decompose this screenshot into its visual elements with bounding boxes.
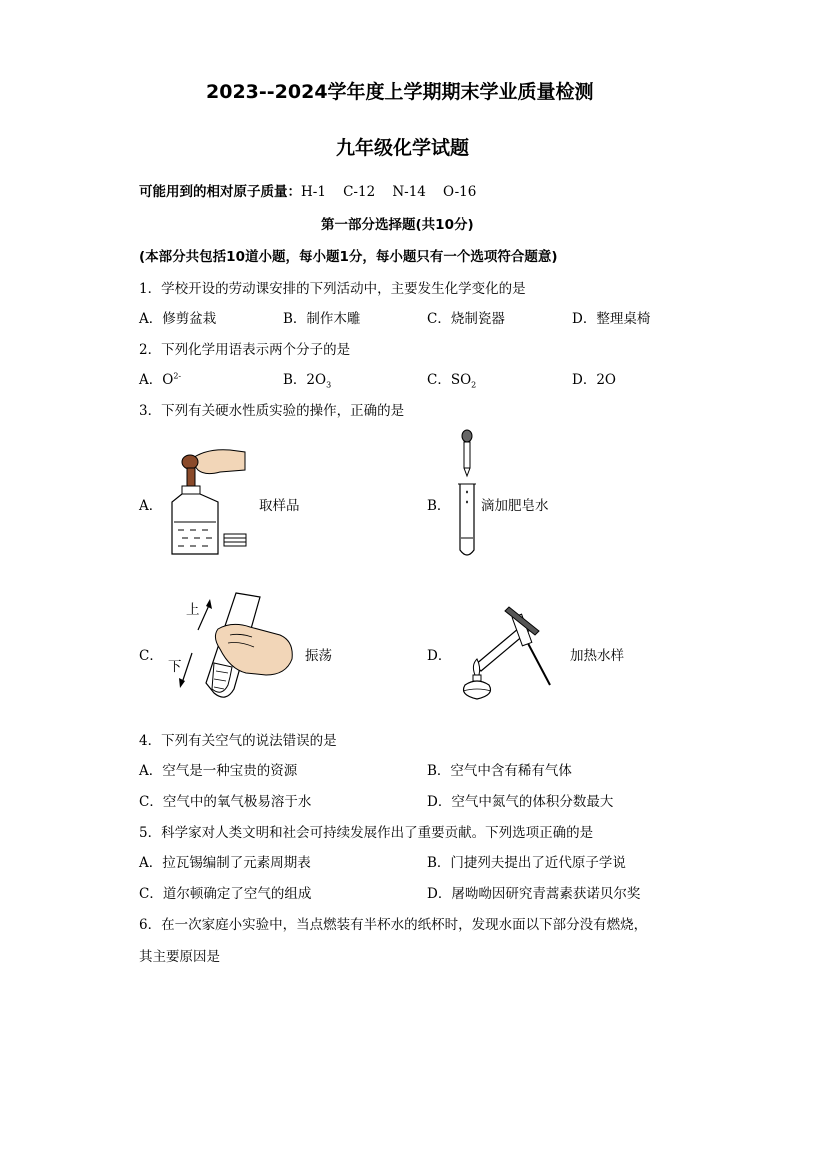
q2-option-d: D．2O xyxy=(572,372,616,388)
q6-stem-line2: 其主要原因是 xyxy=(139,949,220,965)
q5-option-b: B．门捷列夫提出了近代原子学说 xyxy=(427,855,626,871)
q3-c-letter: C． xyxy=(139,648,163,664)
q3-a-letter: A． xyxy=(139,498,163,514)
q2-option-b: B．$2O_3$ xyxy=(283,372,332,390)
q1-option-c: C．烧制瓷器 xyxy=(427,311,505,327)
q1-option-b: B．制作木雕 xyxy=(283,311,361,327)
q5-option-c: C．道尔顿确定了空气的组成 xyxy=(139,886,312,902)
q3-c-up-label: 上 xyxy=(186,602,200,618)
atomic-mass-label: 可能用到的相对原子质量： xyxy=(139,184,301,200)
q2-option-a: A．$O^{2-}$ xyxy=(139,371,182,388)
q3-a-caption: 取样品 xyxy=(259,498,300,514)
q1-option-d: D．整理桌椅 xyxy=(572,311,651,327)
q5-option-a: A．拉瓦锡编制了元素周期表 xyxy=(139,855,311,871)
dropper-test-tube-image xyxy=(452,428,482,563)
atomic-mass-line xyxy=(139,180,476,200)
shaking-test-tube-image xyxy=(170,585,300,705)
q3-stem: 3．下列有关硬水性质实验的操作，正确的是 xyxy=(139,403,405,419)
q3-d-caption: 加热水样 xyxy=(570,648,624,664)
q6-stem-line1: 6．在一次家庭小实验中，当点燃装有半杯水的纸杯时，发现水面以下部分没有燃烧， xyxy=(139,917,648,933)
q1-option-a: A．修剪盆栽 xyxy=(139,311,217,327)
q1-stem: 1．学校开设的劳动课安排的下列活动中，主要发生化学变化的是 xyxy=(139,281,526,297)
alcohol-lamp-heating-image xyxy=(455,605,565,705)
q4-option-b: B．空气中含有稀有气体 xyxy=(427,763,572,779)
q5-option-d: D．屠呦呦因研究青蒿素获诺贝尔奖 xyxy=(427,886,641,902)
q4-stem: 4．下列有关空气的说法错误的是 xyxy=(139,733,337,749)
q3-c-caption: 振荡 xyxy=(305,648,332,664)
q3-c-down-label: 下 xyxy=(168,659,182,675)
q2-stem: 2．下列化学用语表示两个分子的是 xyxy=(139,342,351,358)
q3-b-letter: B． xyxy=(427,498,451,514)
exam-subtitle: 九年级化学试题 xyxy=(336,137,470,159)
q4-option-a: A．空气是一种宝贵的资源 xyxy=(139,763,298,779)
q3-d-letter: D． xyxy=(427,648,452,664)
q5-stem: 5．科学家对人类文明和社会可持续发展作出了重要贡献。下列选项正确的是 xyxy=(139,825,594,841)
q3-b-caption: 滴加肥皂水 xyxy=(481,498,549,514)
atomic-mass-values: H-1 C-12 N-14 O-16 xyxy=(301,184,477,200)
q2-option-c: C．$SO_2$ xyxy=(427,372,477,390)
q4-option-d: D．空气中氮气的体积分数最大 xyxy=(427,794,614,810)
section-title: 第一部分选择题(共10分) xyxy=(321,217,474,233)
q4-option-c: C．空气中的氧气极易溶于水 xyxy=(139,794,312,810)
exam-title: 2023--2024学年度上学期期末学业质量检测 xyxy=(206,81,594,103)
reagent-bottle-image xyxy=(160,440,255,560)
section-note: (本部分共包括10道小题，每小题1分，每小题只有一个选项符合题意) xyxy=(139,249,558,265)
